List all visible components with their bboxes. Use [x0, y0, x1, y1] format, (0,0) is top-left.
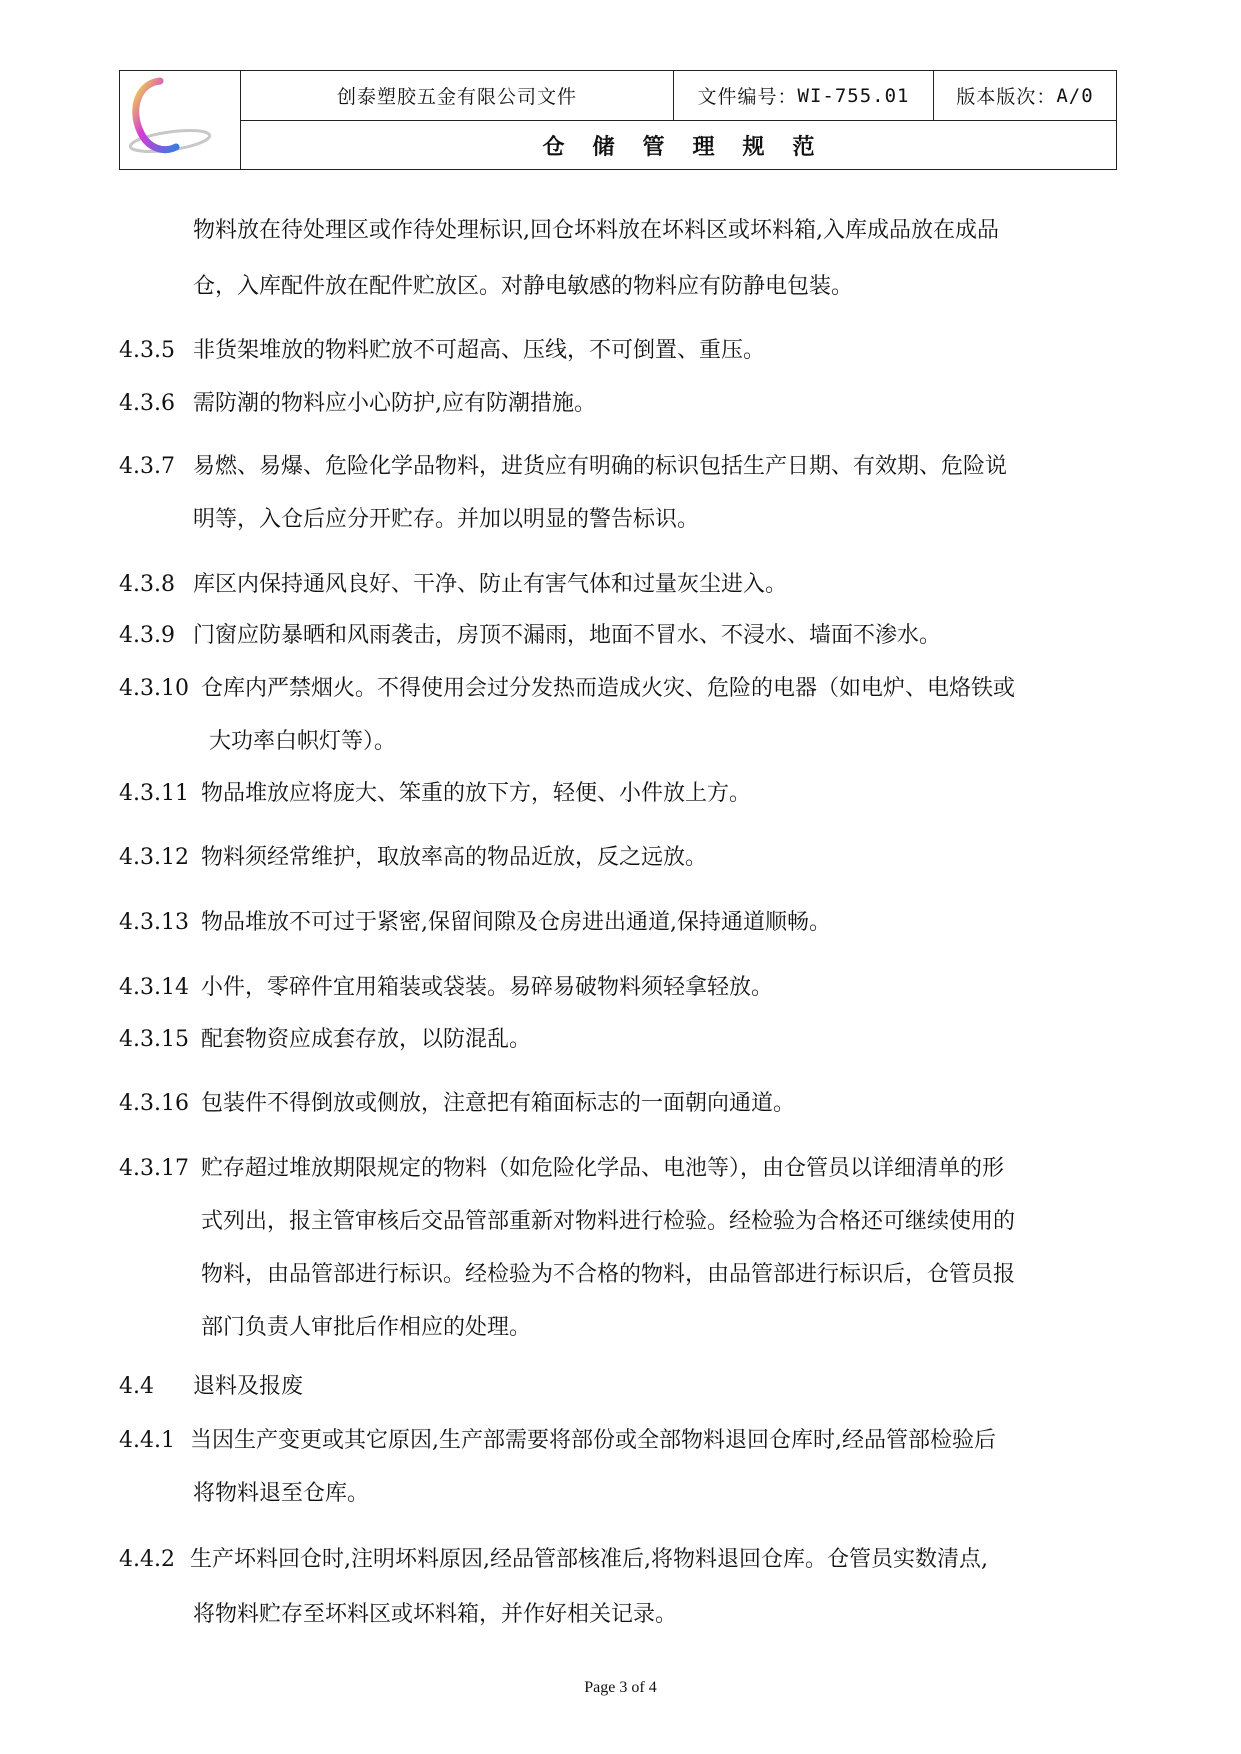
section-number: 4.4.2 [119, 1547, 175, 1572]
section-number: 4.3.7 [119, 454, 175, 479]
section-number: 4.3.17 [119, 1156, 189, 1181]
paragraph-line: 仓，入库配件放在配件贮放区。对静电敏感的物料应有防静电包装。 [193, 274, 854, 299]
section-number: 4.3.16 [119, 1091, 189, 1116]
section-text: 仓库内严禁烟火。不得使用会过分发热而造成火灾、危险的电器（如电炉、电烙铁或 [201, 676, 1016, 701]
section-text: 物品堆放应将庞大、笨重的放下方，轻便、小件放上方。 [201, 781, 752, 806]
company-logo [120, 71, 241, 169]
version-value: A/0 [1056, 84, 1094, 107]
section-text: 包装件不得倒放或侧放，注意把有箱面标志的一面朝向通道。 [201, 1091, 796, 1116]
section-text: 库区内保持通风良好、干净、防止有害气体和过量灰尘进入。 [193, 572, 788, 597]
section-number: 4.3.14 [119, 975, 189, 1000]
doc-number: WI-755.01 [797, 84, 910, 107]
section-text: 部门负责人审批后作相应的处理。 [201, 1315, 532, 1340]
section-number: 4.4 [119, 1374, 154, 1399]
section-text: 配套物资应成套存放，以防混乱。 [201, 1027, 532, 1052]
section-text: 当因生产变更或其它原因,生产部需要将部份或全部物料退回仓库时,经品管部检验后 [190, 1428, 996, 1453]
section-text: 易燃、易爆、危险化学品物料，进货应有明确的标识包括生产日期、有效期、危险说 [193, 454, 1008, 479]
section-heading: 退料及报废 [193, 1374, 304, 1399]
section-number: 4.3.11 [119, 781, 189, 806]
section-text: 生产坏料回仓时,注明坏料原因,经品管部核准后,将物料退回仓库。仓管员实数清点, [190, 1547, 988, 1572]
section-text: 物料，由品管部进行标识。经检验为不合格的物料，由品管部进行标识后，仓管员报 [201, 1262, 1016, 1287]
ct-logo-icon [120, 71, 241, 169]
section-number: 4.3.6 [119, 391, 175, 416]
section-text: 贮存超过堆放期限规定的物料（如危险化学品、电池等），由仓管员以详细清单的形 [201, 1156, 1005, 1181]
section-text: 明等，入仓后应分开贮存。并加以明显的警告标识。 [193, 507, 700, 532]
section-number: 4.3.13 [119, 910, 189, 935]
section-text: 将物料退至仓库。 [193, 1481, 370, 1506]
company-name: 创泰塑胶五金有限公司文件 [241, 71, 674, 120]
document-header [119, 70, 1117, 170]
section-number: 4.3.8 [119, 572, 175, 597]
section-number: 4.3.5 [119, 338, 175, 363]
section-text: 物料须经常维护，取放率高的物品近放，反之远放。 [201, 845, 708, 870]
document-title: 仓储管理规范 [542, 133, 843, 160]
section-number: 4.3.9 [119, 623, 175, 648]
version-label: 版本版次： [956, 86, 1057, 108]
doc-number-cell [674, 71, 934, 120]
section-text: 式列出，报主管审核后交品管部重新对物料进行检验。经检验为合格还可继续使用的 [201, 1209, 1016, 1234]
doc-number-label: 文件编号： [697, 86, 798, 108]
section-text: 物品堆放不可过于紧密,保留间隙及仓房进出通道,保持通道顺畅。 [201, 910, 831, 935]
section-text: 需防潮的物料应小心防护,应有防潮措施。 [193, 391, 596, 416]
section-number: 4.4.1 [119, 1428, 175, 1453]
header-info-row [241, 71, 1116, 121]
section-number: 4.3.10 [119, 676, 189, 701]
version-cell [934, 71, 1116, 120]
section-number: 4.3.12 [119, 845, 189, 870]
section-text: 门窗应防暴晒和风雨袭击，房顶不漏雨，地面不冒水、不浸水、墙面不渗水。 [193, 623, 942, 648]
section-text: 将物料贮存至坏料区或坏料箱，并作好相关记录。 [193, 1602, 678, 1627]
section-text: 大功率白帜灯等）。 [209, 729, 397, 754]
paragraph-line: 物料放在待处理区或作待处理标识,回仓坏料放在坏料区或坏料箱,入库成品放在成品 [193, 218, 999, 243]
section-text: 非货架堆放的物料贮放不可超高、压线，不可倒置、重压。 [193, 338, 766, 363]
section-number: 4.3.15 [119, 1027, 189, 1052]
section-text: 小件，零碎件宜用箱装或袋装。易碎易破物料须轻拿轻放。 [201, 975, 774, 1000]
page-number: Page 3 of 4 [584, 1679, 657, 1696]
